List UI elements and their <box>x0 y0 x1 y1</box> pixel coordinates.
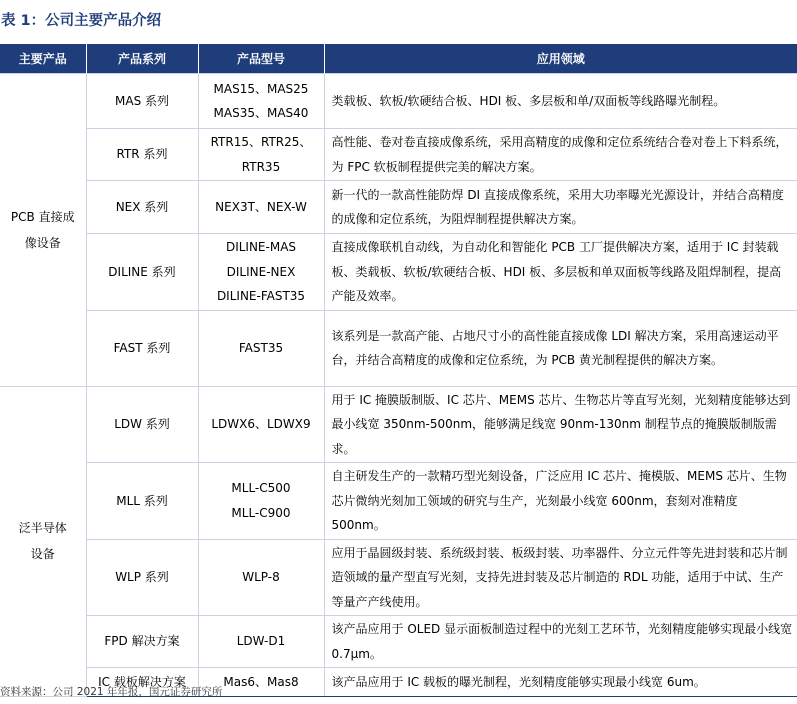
application-cell: 直接成像联机自动线，为自动化和智能化 PCB 工厂提供解决方案，适用于 IC 封装载板、类载板、软板/软硬结合板、HDI 板、多层板和单双面板等线路及阻焊制程，提高产能及效率。 <box>324 234 797 311</box>
model-cell <box>198 463 324 540</box>
category-name-line: PCB 直接成 <box>10 209 75 224</box>
application-cell: 该系列是一款高产能、占地尺寸小的高性能直接成像 LDI 解决方案，采用高速运动平台，并结合高精度的成像和定位系统，为 PCB 黄光制程提供的解决方案。 <box>324 310 797 386</box>
table-row <box>0 234 797 311</box>
model-cell <box>198 310 324 386</box>
table-title: 表 1：公司主要产品介绍 <box>1 13 162 29</box>
header-row <box>0 44 797 74</box>
table-row <box>0 616 797 668</box>
table-row <box>0 386 797 463</box>
series-cell: RTR 系列 <box>86 129 198 181</box>
application-cell: 用于 IC 掩膜版制版、IC 芯片、MEMS 芯片、生物芯片等直写光刻，光刻精度能够达到最小线宽 350nm-500nm，能够满足线宽 90nm-130nm 制程节点的掩膜版制版需求。 <box>324 386 797 463</box>
model-line: WLP-8 <box>242 570 280 584</box>
model-cell <box>198 386 324 463</box>
application-cell: 类载板、软板/软硬结合板、HDI 板、多层板和单/双面板等线路曝光制程。 <box>324 74 797 129</box>
header-main-product: 主要产品 <box>0 44 86 74</box>
model-line: Mas6、Mas8 <box>223 674 299 689</box>
table-row <box>0 129 797 181</box>
application-cell: 应用于晶圆级封装、系统级封装、板级封装、功率器件、分立元件等先进封装和芯片制造领域的量产型直写光刻，支持先进封装及芯片制造的 RDL 功能，适用于中试、生产等量产产线使用。 <box>324 539 797 616</box>
application-cell: 新一代的一款高性能防焊 DI 直接成像系统，采用大功率曝光光源设计，并结合高精度的成像和定位系统，为阻焊制程提供解决方案。 <box>324 181 797 234</box>
category-cell-pcb <box>0 74 86 387</box>
series-cell: FPD 解决方案 <box>86 616 198 668</box>
category-cell-semiconductor <box>0 386 86 697</box>
application-cell: 该产品应用于 IC 载板的曝光制程，光刻精度能够实现最小线宽 6um。 <box>324 668 797 697</box>
series-cell: NEX 系列 <box>86 181 198 234</box>
model-line: MAS15、MAS25 <box>213 81 309 96</box>
model-cell <box>198 74 324 129</box>
series-cell: MLL 系列 <box>86 463 198 540</box>
category-name-line: 泛半导体 <box>18 521 67 536</box>
model-cell <box>198 234 324 311</box>
application-cell: 高性能、卷对卷直接成像系统，采用高精度的成像和定位系统结合卷对卷上下料系统，为 FPC 软板制程提供完美的解决方案。 <box>324 129 797 181</box>
table-row <box>0 463 797 540</box>
table-row <box>0 74 797 129</box>
model-cell <box>198 539 324 616</box>
header-product-model: 产品型号 <box>198 44 324 74</box>
model-cell <box>198 181 324 234</box>
header-application: 应用领域 <box>324 44 797 74</box>
model-line: NEX3T、NEX-W <box>215 199 307 214</box>
table-row <box>0 539 797 616</box>
model-cell <box>198 616 324 668</box>
source-note: 资料来源：公司 2021 年年报，国元证券研究所 <box>0 686 223 698</box>
header-product-series: 产品系列 <box>86 44 198 74</box>
model-line: MLL-C900 <box>231 505 291 520</box>
model-line: MLL-C500 <box>231 481 291 496</box>
model-line: DILINE-NEX <box>226 264 296 279</box>
model-line: MAS35、MAS40 <box>213 106 309 120</box>
series-cell: MAS 系列 <box>86 74 198 129</box>
series-cell: LDW 系列 <box>86 386 198 463</box>
product-table <box>0 44 797 697</box>
model-line: LDWX6、LDWX9 <box>211 417 311 431</box>
model-line: DILINE-MAS <box>225 240 297 254</box>
table-row <box>0 181 797 234</box>
series-cell: DILINE 系列 <box>86 234 198 311</box>
application-cell: 自主研发生产的一款精巧型光刻设备，广泛应用 IC 芯片、掩模版、MEMS 芯片、生物芯片微纳光刻加工领域的研究与生产，光刻最小线宽 600nm，套刻对准精度 500nm。 <box>324 463 797 540</box>
category-name-line: 像设备 <box>24 235 61 250</box>
model-cell <box>198 129 324 181</box>
model-line: RTR35 <box>241 159 281 174</box>
category-name-line: 设备 <box>30 547 55 562</box>
model-line: FAST35 <box>238 340 284 355</box>
model-line: DILINE-FAST35 <box>216 289 306 303</box>
model-line: LDW-D1 <box>236 634 286 649</box>
application-cell: 该产品应用于 OLED 显示面板制造过程中的光刻工艺环节，光刻精度能够实现最小线宽 0.7μm。 <box>324 616 797 668</box>
series-cell: IC 载板解决方案 <box>86 668 198 697</box>
table-row <box>0 310 797 386</box>
series-cell: FAST 系列 <box>86 310 198 386</box>
model-line: RTR15、RTR25、 <box>210 135 312 149</box>
series-cell: WLP 系列 <box>86 539 198 616</box>
